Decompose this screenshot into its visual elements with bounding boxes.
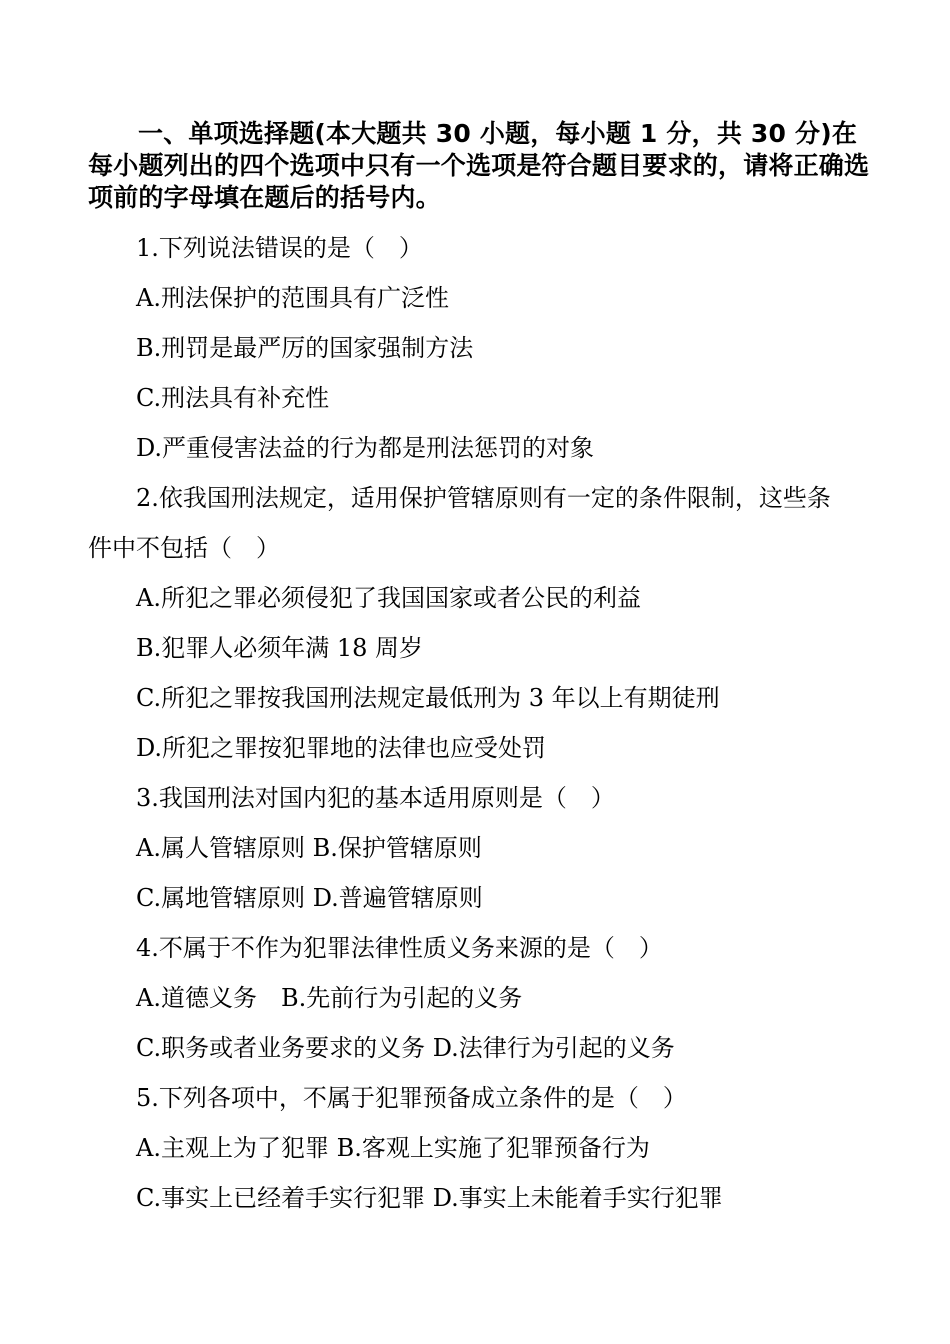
option-c: C.所犯之罪按我国刑法规定最低刑为 3 年以上有期徒刑 — [136, 684, 720, 712]
question-stem: 1.下列说法错误的是（ ） — [136, 234, 423, 262]
option-c: C.刑法具有补充性 — [136, 384, 330, 412]
question-stem: 5.下列各项中，不属于犯罪预备成立条件的是（ ） — [136, 1084, 687, 1112]
option-a: A.刑法保护的范围具有广泛性 — [136, 284, 449, 312]
question-1 — [88, 223, 872, 473]
question-stem-line-1: 2.依我国刑法规定，适用保护管辖原则有一定的条件限制，这些条 — [136, 484, 831, 512]
option-c-d: C.属地管辖原则 D.普遍管辖原则 — [136, 884, 483, 912]
option-a-b: A.主观上为了犯罪 B.客观上实施了犯罪预备行为 — [136, 1134, 650, 1162]
option-a: A.所犯之罪必须侵犯了我国国家或者公民的利益 — [136, 584, 641, 612]
option-a-b: A.属人管辖原则 B.保护管辖原则 — [136, 834, 482, 862]
option-d: D.严重侵害法益的行为都是刑法惩罚的对象 — [136, 434, 595, 462]
question-5 — [88, 1073, 872, 1223]
exam-page — [88, 118, 872, 1223]
question-stem: 3.我国刑法对国内犯的基本适用原则是（ ） — [136, 784, 615, 812]
question-3 — [88, 773, 872, 923]
option-b: B.刑罚是最严厉的国家强制方法 — [136, 334, 474, 362]
section-heading: 一、单项选择题(本大题共 30 小题，每小题 1 分，共 30 分)在每小题列出的四个选项中只有一个选项是符合题目要求的，请将正确选项前的字母填在题后的括号内。 — [88, 119, 870, 212]
option-a-b: A.道德义务 B.先前行为引起的义务 — [136, 984, 523, 1012]
option-c-d: C.事实上已经着手实行犯罪 D.事实上未能着手实行犯罪 — [136, 1184, 723, 1212]
option-d: D.所犯之罪按犯罪地的法律也应受处罚 — [136, 734, 547, 762]
question-stem: 4.不属于不作为犯罪法律性质义务来源的是（ ） — [136, 934, 663, 962]
question-stem-line-2: 件中不包括（ ） — [88, 534, 280, 562]
option-c-d: C.职务或者业务要求的义务 D.法律行为引起的义务 — [136, 1034, 675, 1062]
question-4 — [88, 923, 872, 1073]
question-2 — [88, 473, 872, 773]
option-b: B.犯罪人必须年满 18 周岁 — [136, 634, 424, 662]
